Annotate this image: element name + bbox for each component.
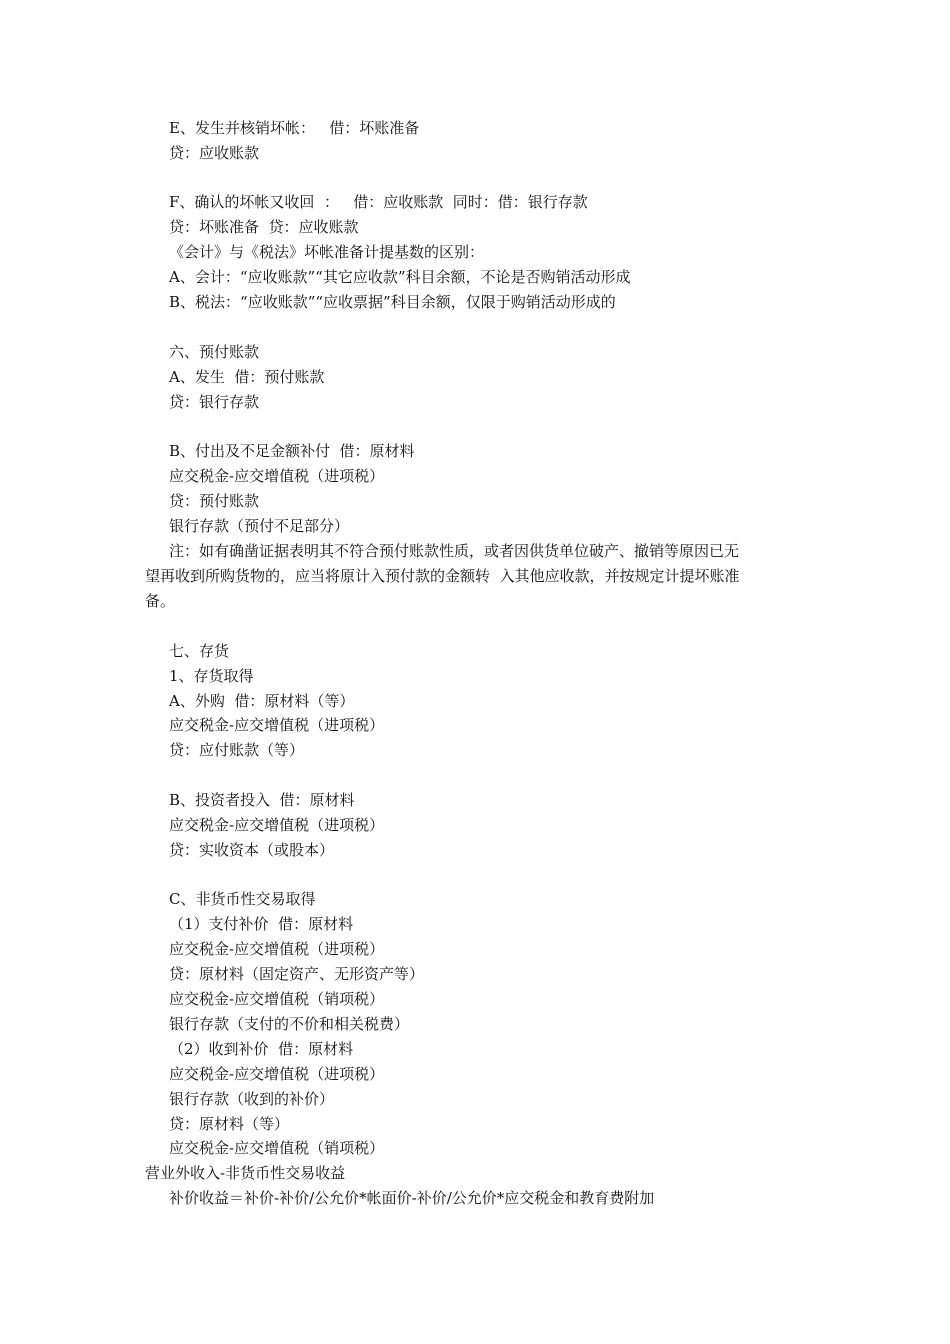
text-line: 贷：应收账款 [169,144,260,162]
text-line: 营业外收入-非货币性交易收益 [145,1164,346,1182]
note-line: 望再收到所购货物的，应当将原计入预付款的金额转 入其他应收款，并按规定计提坏账准 [145,567,740,585]
note-line: 备。 [145,592,176,610]
text-line: 应交税金-应交增值税（进项税） [169,1065,385,1083]
text-line: B、投资者投入 借：原材料 [169,791,355,809]
text-line: 银行存款（收到的补价） [169,1090,335,1108]
text-line: C、非货币性交易取得 [169,890,316,908]
text-line: 贷：应付账款（等） [169,741,305,759]
text-line: 贷：预付账款 [169,492,260,510]
text-line: A、发生 借：预付账款 [169,368,325,386]
text-line: 补价收益＝补价-补价/公允价*帐面价-补价/公允价*应交税金和教育费附加 [169,1189,655,1207]
text-line: 应交税金-应交增值税（进项税） [169,467,385,485]
text-line: B、税法：“应收账款”“应收票据”科目余额，仅限于购销活动形成的 [169,293,616,311]
text-line: 贷：实收资本（或股本） [169,841,335,859]
text-line: E、发生并核销坏帐： 借：坏账准备 [169,119,420,137]
text-line: 贷：坏账准备 贷：应收账款 [169,218,359,236]
text-line: 应交税金-应交增值税（销项税） [169,1139,385,1157]
text-line: （1）支付补价 借：原材料 [169,915,354,933]
text-line: 1、存货取得 [169,667,254,685]
text-line: F、确认的坏帐又收回 ： 借：应收账款 同时：借：银行存款 [169,193,588,211]
text-line: 贷：原材料（等） [169,1115,290,1133]
text-line: （2）收到补价 借：原材料 [169,1040,354,1058]
text-line: 应交税金-应交增值税（进项税） [169,716,385,734]
text-line: 银行存款（预付不足部分） [169,517,350,535]
text-line: 应交税金-应交增值税（进项税） [169,816,385,834]
text-line: A、外购 借：原材料（等） [169,692,355,710]
text-line: A、会计：“应收账款”“其它应收款”科目余额，不论是否购销活动形成 [169,268,631,286]
text-line: 银行存款（支付的不价和相关税费） [169,1015,410,1033]
section-heading: 六、预付账款 [169,343,260,361]
text-line: 贷：原材料（固定资产、无形资产等） [169,965,425,983]
text-line: 贷：银行存款 [169,393,260,411]
note-line: 注：如有确凿证据表明其不符合预付账款性质，或者因供货单位破产、撤销等原因已无 [169,542,740,560]
text-line: B、付出及不足金额补付 借：原材料 [169,442,415,460]
section-heading: 七、存货 [169,642,230,660]
text-line: 应交税金-应交增值税（销项税） [169,990,385,1008]
text-line: 应交税金-应交增值税（进项税） [169,940,385,958]
text-line: 《会计》与《税法》坏帐准备计提基数的区别： [169,243,485,261]
